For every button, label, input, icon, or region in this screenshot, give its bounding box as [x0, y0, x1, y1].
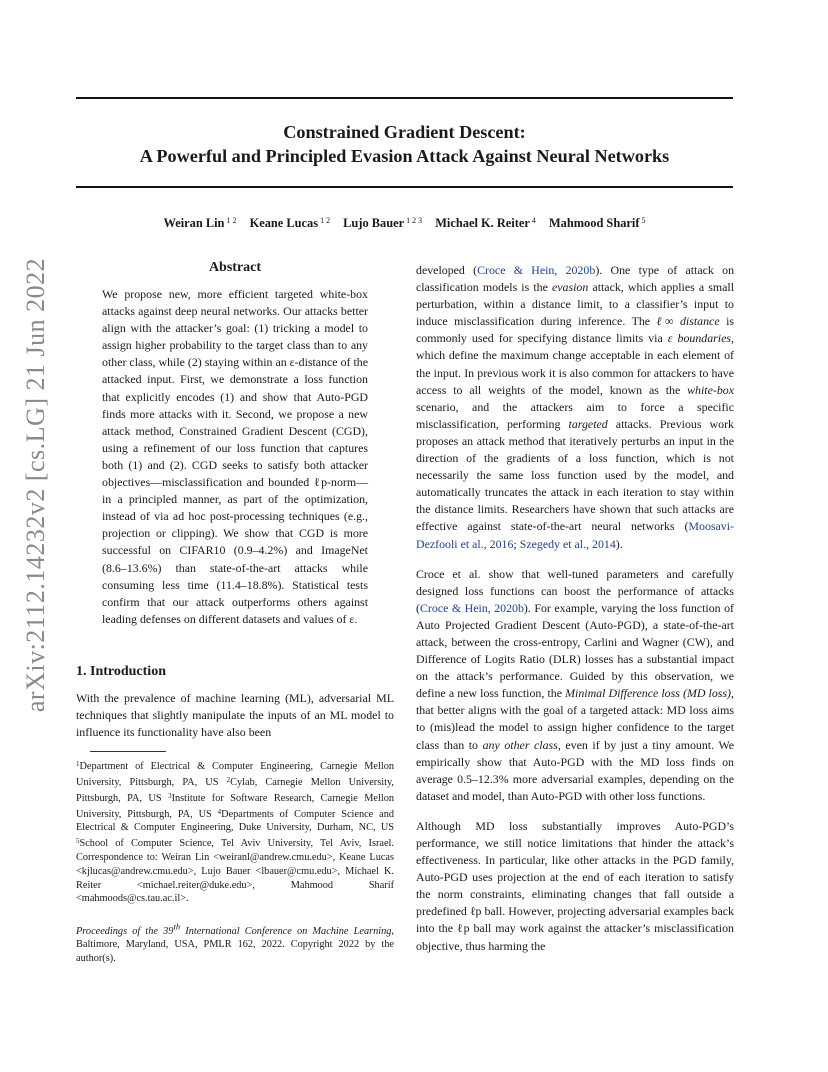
author-list	[76, 216, 733, 231]
paragraph: Although MD loss substantially improves Auto-PGD’s performance, we still notice limitations that hinder the attack’s effectiveness. In particular, like other attacks in the PGD family, Auto-PGD uses projection at the end of each iteration to satisfy the norm constraints, eliminating changes that fall outside a predefined ℓp ball. However, projecting adversarial examples back into the ℓp ball may work against the attacker’s misclassification objective, thus harming the	[416, 818, 734, 953]
citation-link[interactable]: Croce & Hein, 2020b	[419, 600, 524, 615]
paper-title	[76, 120, 733, 168]
author: Mahmood Sharif $^5$	[548, 216, 646, 230]
title-bottom-rule	[76, 186, 733, 188]
abstract-text: We propose new, more efficient targeted white-box attacks against deep neural networks. Our attacks better align with the attacker’s goal: (1) tricking a model to assign higher probability to the target class than to any other class, while (2) staying within an ε-distance of the attacked input. First, we demonstrate a loss function that explicitly encodes (1) and show that Auto-PGD finds more attacks with it. Second, we propose a new attack method, Constrained Gradient Descent (CGD), using a refinement of our loss function that captures both (1) and (2). CGD seeks to satisfy both attacker objectives—misclassification and bounded ℓp-norm—in a principled manner, as part of the optimization, instead of via ad hoc post-processing techniques (e.g., projection or clipping). We show that CGD is more successful on CIFAR10 (0.9–4.2%) and ImageNet (8.6–13.6%) than state-of-the-art attacks while consuming less time (11.4–18.8%). Statistical tests confirm that our attack outperforms others against leading defenses on different datasets and values of ε.	[102, 287, 368, 626]
right-column	[416, 262, 734, 968]
title-top-rule	[76, 97, 733, 99]
citation-link[interactable]: Moosavi-Dezfooli et al., 2016	[416, 519, 734, 551]
section-heading-introduction: 1. Introduction	[76, 663, 166, 679]
author: Lujo Bauer $^{1 2 3}$	[343, 216, 423, 230]
affiliations-footnote: $^1$Department of Electrical & Computer Engineering, Carnegie Mellon University, Pittsburgh, PA, US $^2$Cylab, Carnegie Mellon University, Pittsburgh, PA, US $^3$Institute for Software Research, Carnegie Mellon University, Pittsburgh, PA, US $^4$Departments of Computer Science and Electrical & Computer Engineering, Duke University, Durham, NC, US $^5$School of Computer Science, Tel Aviv University, Tel Aviv, Israel. Correspondence to: Weiran Lin <weiranl@andrew.cmu.edu>, Keane Lucas <kjlucas@andrew.cmu.edu>, Lujo Bauer <lbauer@cmu.edu>, Michael K. Reiter <michael.reiter@duke.edu>, Mahmood Sharif <mahmoods@cs.tau.ac.il>.	[76, 760, 394, 905]
proceedings-note: Proceedings of the 39th International Conference on Machine Learning, Baltimore, Maryland, USA, PMLR 162, 2022. Copyright 2022 by the author(s).	[76, 921, 394, 965]
left-column	[76, 260, 394, 966]
arxiv-identifier: arXiv:2112.14232v2 [cs.LG] 21 Jun 2022	[21, 257, 50, 713]
title-line-2: A Powerful and Principled Evasion Attack Against Neural Networks	[139, 146, 670, 166]
author: Keane Lucas $^{1 2}$	[249, 216, 331, 230]
citation-link[interactable]: Szegedy et al., 2014	[519, 536, 616, 551]
abstract-heading: Abstract	[208, 260, 262, 275]
author: Weiran Lin $^{1 2}$	[163, 216, 237, 230]
title-line-1: Constrained Gradient Descent:	[283, 122, 526, 142]
paragraph: Croce et al. show that well-tuned parameters and carefully designed loss functions can boost the performance of attacks (Croce & Hein, 2020b). For example, varying the loss function of Auto Projected Gradient Descent (Auto-PGD), a state-of-the-art attack, between the cross-entropy, Carlini and Wagner (CW), and Difference of Logits Ratio (DLR) losses has a substantial impact on the attack’s performance. Guided by this observation, we define a new loss function, the Minimal Difference loss (MD loss), that better aligns with the goal of a targeted attack: MD loss aims to (mis)lead the model to assign higher confidence to the target class than to any other class, even if by just a tiny amount. We empirically show that Auto-PGD with the MD loss finds on average 0.5–12.3% more adversarial examples, depending on the dataset and model, than Auto-PGD with other loss functions.	[416, 566, 734, 803]
paragraph: developed (Croce & Hein, 2020b). One type of attack on classification models is the evasion attack, which applies a small perturbation, within a distance limit, to a classifier’s input to induce misclassification during inference. The ℓ∞ distance is commonly used for specifying distance limits via ε boundaries, which define the maximum change acceptable in each element of the input. In previous work it is also common for attackers to have access to all weights of the model, known as the white-box scenario, and the attackers aim to force a specific misclassification, performing targeted attacks. Previous work proposes an attack method that iteratively perturbs an input in the direction of the gradients of a loss function, which is not necessarily the same loss function used by the model, and automatically truncates the attack in each iteration to stay within the distance limits. Researchers have shown that such attacks are effective against state-of-the-art neural networks (Moosavi-Dezfooli et al., 2016; Szegedy et al., 2014).	[416, 263, 735, 551]
citation-link[interactable]: Croce & Hein, 2020b	[477, 263, 596, 277]
footnote-divider	[90, 751, 166, 752]
intro-paragraph: With the prevalence of machine learning (ML), adversarial ML techniques that slightly manipulate the inputs of an ML model to influence its functionality have also been	[76, 690, 394, 740]
author: Michael K. Reiter $^4$	[435, 216, 536, 230]
arxiv-stamp	[20, 257, 52, 713]
